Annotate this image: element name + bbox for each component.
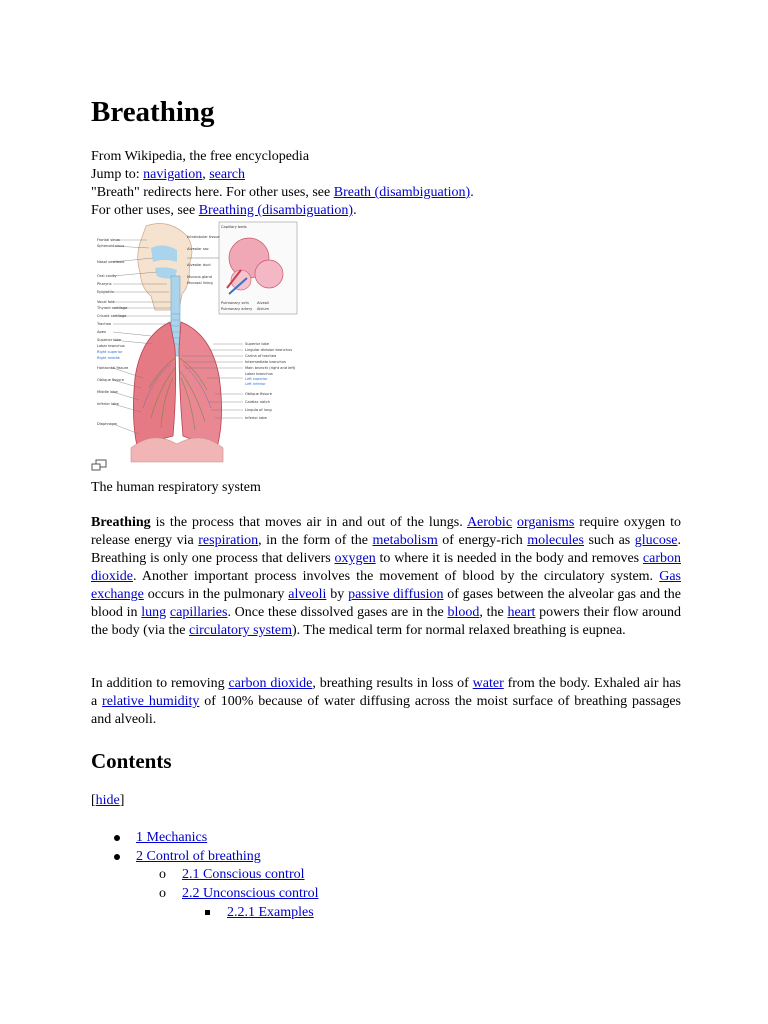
link-blood[interactable]: blood — [447, 605, 480, 620]
svg-text:Vocal fold: Vocal fold — [97, 300, 115, 304]
enlarge-icon[interactable] — [91, 459, 107, 471]
right-lung — [133, 322, 175, 446]
text-span: , in the form of the — [258, 533, 373, 548]
svg-text:Trachea: Trachea — [97, 322, 112, 326]
site-sub: From Wikipedia, the free encyclopedia — [91, 149, 310, 164]
link-capillaries[interactable]: capillaries — [169, 605, 228, 620]
link-lung[interactable]: lung — [141, 605, 167, 620]
text-span: from the body. Exhaled air has a — [91, 676, 681, 709]
toc-link-conscious[interactable]: 2.1 Conscious control — [182, 867, 305, 882]
svg-text:Left inferior: Left inferior — [245, 382, 266, 386]
svg-text:Diaphragm: Diaphragm — [97, 422, 117, 426]
text-span: by — [326, 587, 349, 602]
redirect-text: "Breath" redirects here. For other uses, see — [91, 185, 331, 200]
svg-text:Superior lobe: Superior lobe — [245, 342, 270, 346]
link-relative-humidity[interactable]: relative humidity — [102, 694, 200, 709]
svg-text:Inferior lobe: Inferior lobe — [97, 402, 119, 406]
link-carbon-dioxide[interactable]: carbon dioxide — [91, 551, 682, 584]
toc-link-unconscious[interactable]: 2.2 Unconscious control — [182, 886, 319, 901]
svg-text:Intralobular tissue: Intralobular tissue — [187, 235, 220, 239]
svg-text:Oblique fissure: Oblique fissure — [97, 378, 124, 382]
svg-text:Cricoid cartilage: Cricoid cartilage — [97, 314, 127, 318]
link-alveoli[interactable]: alveoli — [288, 587, 327, 602]
toc-item-examples — [205, 904, 314, 922]
text-span: require oxygen to release energy via — [91, 515, 682, 548]
svg-text:Oblique fissure: Oblique fissure — [245, 392, 272, 396]
link-passive-diffusion[interactable]: passive diffusion — [348, 587, 444, 602]
svg-text:Frontal sinus: Frontal sinus — [97, 238, 120, 242]
svg-text:Horizontal fissure: Horizontal fissure — [97, 366, 129, 370]
respiratory-diagram — [91, 218, 311, 468]
text-span: . Once these dissolved gases are in the — [227, 605, 448, 620]
link-heart[interactable]: heart — [507, 605, 536, 620]
svg-text:Superior lobe: Superior lobe — [97, 338, 122, 342]
toc-toggle — [91, 792, 124, 810]
breath-disambiguation-link[interactable]: Breath (disambiguation) — [333, 185, 471, 200]
redirect-note — [91, 184, 691, 202]
link-oxygen[interactable]: oxygen — [334, 551, 376, 566]
text-span: . Another important process involves the movement of blood by the circulatory system. — [133, 569, 660, 584]
bullet-disc — [114, 835, 120, 841]
intro-paragraph — [91, 514, 681, 640]
svg-text:Sphenoid sinus: Sphenoid sinus — [97, 244, 125, 248]
text-span: of 100% because of water diffusing across the moist surface of breathing passages and alveoli. — [91, 694, 681, 727]
svg-text:Left superior: Left superior — [245, 377, 268, 381]
svg-text:Alveolar sac: Alveolar sac — [187, 247, 209, 251]
text-span: In addition to removing — [91, 676, 229, 691]
text-span: ). The medical term for normal relaxed breathing is eupnea. — [292, 623, 626, 638]
contents-heading: Contents — [91, 749, 172, 773]
text-span: of energy-rich — [437, 533, 528, 548]
bold-term: Breathing — [91, 515, 151, 530]
redirect-suffix: . — [470, 185, 474, 200]
link-metabolism[interactable]: metabolism — [372, 533, 438, 548]
text-span: , the — [479, 605, 508, 620]
svg-text:Lingular division bronchus: Lingular division bronchus — [245, 348, 293, 352]
svg-text:Carina of trachea: Carina of trachea — [245, 354, 277, 358]
bracket-open: [ — [91, 793, 96, 808]
svg-text:Mucous gland: Mucous gland — [187, 275, 212, 279]
svg-text:Oral cavity: Oral cavity — [97, 274, 117, 278]
link-respiration[interactable]: respiration — [198, 533, 259, 548]
svg-text:Lobar bronchus: Lobar bronchus — [97, 344, 125, 348]
svg-text:Right superior: Right superior — [97, 350, 123, 354]
toc-item-control — [114, 848, 261, 866]
figure-caption: The human respiratory system — [91, 480, 261, 495]
toc-item-mechanics — [114, 829, 207, 847]
svg-text:Mucosal lining: Mucosal lining — [187, 281, 213, 285]
text-span: powers their flow around the body (via the — [91, 605, 682, 638]
jump-links — [91, 166, 691, 184]
bullet-square — [205, 910, 210, 915]
bullet-disc — [114, 854, 120, 860]
svg-text:Alveolar duct: Alveolar duct — [187, 263, 211, 267]
svg-text:Nasal vestibule: Nasal vestibule — [97, 260, 125, 264]
svg-text:Atrium: Atrium — [257, 307, 270, 311]
article-meta — [91, 148, 691, 220]
link-organisms[interactable]: organisms — [517, 515, 575, 530]
other-uses-text: For other uses, see — [91, 203, 196, 218]
jump-separator: , — [202, 167, 206, 182]
link-water[interactable]: water — [472, 676, 504, 691]
page-title: Breathing — [91, 96, 215, 128]
hide-link[interactable]: hide — [95, 793, 120, 808]
svg-text:Pharynx: Pharynx — [97, 282, 112, 286]
svg-text:Intermediate bronchus: Intermediate bronchus — [245, 360, 286, 364]
text-span: , breathing results in loss of — [312, 676, 473, 691]
text-span: of gases between the alveolar gas and the blood in — [91, 587, 682, 620]
bullet-circle: o — [159, 886, 166, 901]
jump-navigation-link[interactable]: navigation — [143, 167, 203, 182]
toc-link-examples[interactable]: 2.2.1 Examples — [227, 905, 314, 920]
toc-link-control[interactable]: 2 Control of breathing — [136, 849, 261, 864]
respiratory-system-figure[interactable] — [91, 218, 311, 468]
svg-text:Pulmonary vein: Pulmonary vein — [221, 301, 249, 305]
svg-text:Main bronchi (right and left): Main bronchi (right and left) — [245, 366, 296, 370]
svg-text:Inferior lobe: Inferior lobe — [245, 416, 267, 420]
diaphragm — [131, 438, 223, 462]
toc-item-conscious — [159, 866, 305, 884]
svg-text:Apex: Apex — [97, 330, 107, 334]
breathing-disambiguation-link[interactable]: Breathing (disambiguation) — [198, 203, 354, 218]
toc-link-mechanics[interactable]: 1 Mechanics — [136, 830, 208, 845]
text-span: is the process that moves air in and out of the lungs. — [150, 515, 467, 530]
svg-text:Thyroid cartilage: Thyroid cartilage — [97, 306, 128, 310]
svg-text:Cardiac notch: Cardiac notch — [245, 400, 270, 404]
bullet-circle: o — [159, 867, 166, 882]
link-glucose[interactable]: glucose — [634, 533, 678, 548]
link-gas-exchange[interactable]: Gas exchange — [91, 569, 681, 602]
water-loss-paragraph — [91, 675, 681, 729]
head-outline — [138, 224, 192, 310]
text-span: such as — [583, 533, 635, 548]
toc-item-unconscious — [159, 885, 318, 903]
svg-text:Right middle: Right middle — [97, 356, 120, 360]
svg-text:Pulmonary artery: Pulmonary artery — [221, 307, 253, 311]
text-span: to where it is needed in the body and removes — [375, 551, 643, 566]
svg-text:Capillary beds: Capillary beds — [221, 225, 247, 229]
text-span: occurs in the pulmonary — [143, 587, 289, 602]
svg-text:Alveoli: Alveoli — [257, 301, 269, 305]
link-aerobic[interactable]: Aerobic — [466, 515, 513, 530]
svg-text:Lingula of lung: Lingula of lung — [245, 408, 272, 412]
link-circulatory-system[interactable]: circulatory system — [188, 623, 293, 638]
other-uses-suffix: . — [353, 203, 357, 218]
text-span: . Breathing is only one process that delivers — [91, 533, 682, 566]
svg-text:Epiglottis: Epiglottis — [97, 290, 114, 294]
svg-text:Middle lobe: Middle lobe — [97, 390, 118, 394]
bracket-close: ] — [119, 793, 125, 808]
jump-search-link[interactable]: search — [209, 167, 245, 182]
jump-label: Jump to: — [91, 167, 140, 182]
svg-text:Lobar bronchus: Lobar bronchus — [245, 372, 273, 376]
link-molecules[interactable]: molecules — [527, 533, 584, 548]
link-carbon-dioxide-2[interactable]: carbon dioxide — [228, 676, 313, 691]
